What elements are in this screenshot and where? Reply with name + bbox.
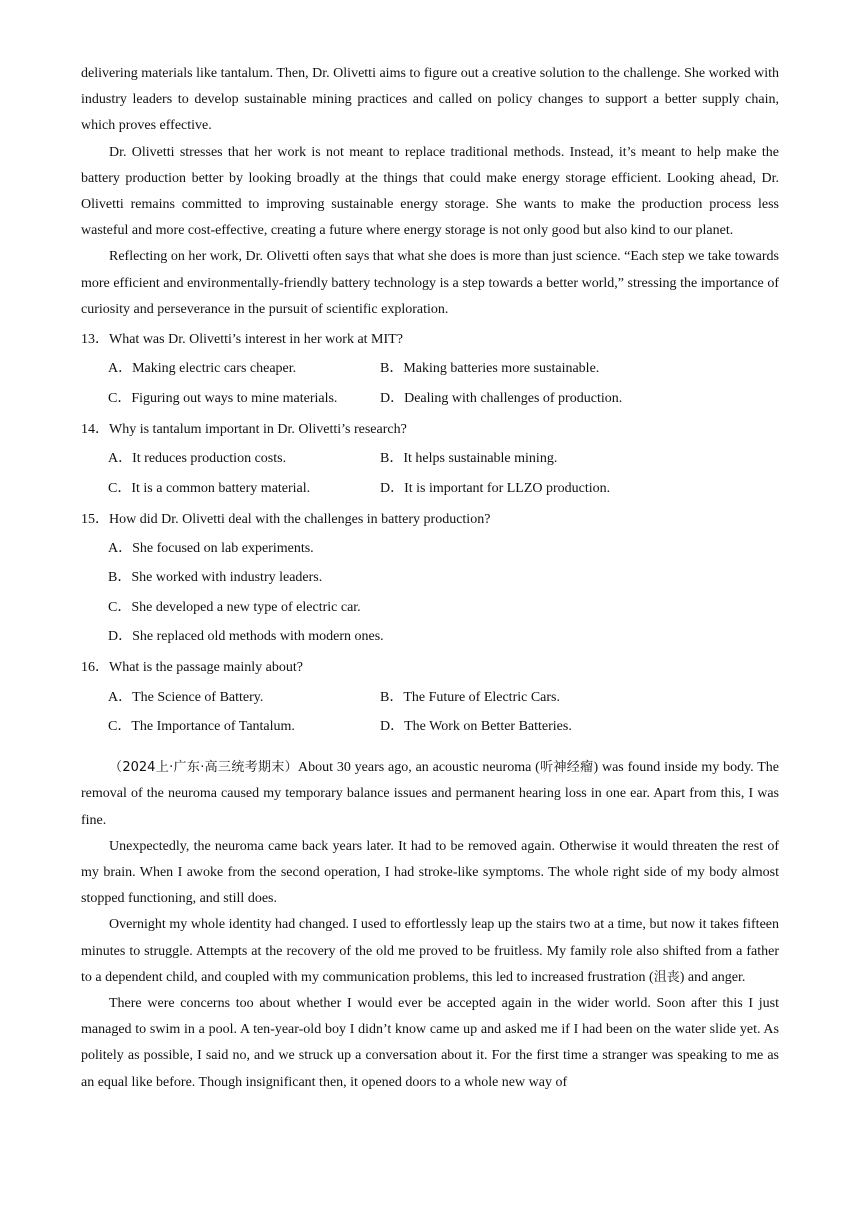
option-b: B．She worked with industry leaders.	[108, 570, 323, 586]
option-d: D．It is important for LLZO production.	[380, 480, 611, 496]
section-gap	[81, 741, 779, 755]
option-c: C．It is a common battery material.	[108, 480, 311, 496]
question-stem: 13．What was Dr. Olivetti’s interest in her work at MIT?	[81, 332, 403, 348]
options	[81, 683, 779, 742]
chinese-gloss: 听神经瘤	[539, 760, 594, 776]
passage1-paragraph-1: delivering materials like tantalum. Then, Dr. Olivetti aims to figure out a creative solution to the challenge. She worked with industry leaders to develop sustainable mining practices and called on policy changes to support a better supply chain, which proves effective.	[81, 66, 779, 134]
options	[81, 444, 779, 503]
option-d: D．Dealing with challenges of production.	[380, 390, 623, 406]
option-b: B．Making batteries more sustainable.	[380, 361, 600, 377]
option-b: B．It helps sustainable mining.	[380, 451, 558, 467]
passage2-paragraph-3	[81, 912, 779, 991]
options	[81, 354, 779, 413]
text-run: ) and anger.	[679, 969, 746, 985]
option-c: C．She developed a new type of electric car.	[108, 599, 361, 615]
option-a: A．The Science of Battery.	[108, 689, 264, 705]
text-run: About 30 years ago, an acoustic neuroma (	[298, 760, 540, 776]
option-b: B．The Future of Electric Cars.	[380, 689, 561, 705]
question-stem: 15．How did Dr. Olivetti deal with the challenges in battery production?	[81, 511, 491, 527]
option-d: D．She replaced old methods with modern ones.	[108, 629, 384, 644]
text-run: ) was found inside my body. The removal of the neuroma caused my temporary balance issues and permanent hearing loss in one ear. Apart from this, I was fine.	[81, 760, 780, 828]
option-a: A．She focused on lab experiments.	[108, 541, 314, 557]
passage2-paragraph-1	[81, 755, 779, 834]
question-stem: 16．What is the passage mainly about?	[81, 660, 303, 676]
options	[81, 534, 779, 651]
option-c: C．The Importance of Tantalum.	[108, 718, 295, 734]
option-a: A．It reduces production costs.	[108, 451, 287, 467]
source-tag: （2024上·广东·高三统考期末）	[109, 760, 298, 776]
chinese-gloss: 沮丧	[653, 969, 680, 985]
question-14	[81, 415, 779, 503]
page-content	[81, 61, 779, 1096]
option-a: A．Making electric cars cheaper.	[108, 361, 297, 377]
question-stem: 14．Why is tantalum important in Dr. Olivetti’s research?	[81, 421, 407, 437]
question-16	[81, 653, 779, 741]
text-run: Overnight my whole identity had changed. I used to effortlessly leap up the stairs two at a time, but now it takes fifteen minutes to struggle. Attempts at the recovery of the old me proved to be fruitless. My family role also shifted from a father to a dependent child, and coupled with my communication problems, this led to increased frustration (	[81, 917, 779, 985]
passage1-paragraph-2: Dr. Olivetti stresses that her work is not meant to replace traditional methods. Instead, it’s meant to help make the battery production better by looking broadly at the things that could make energy storage efficient. Looking ahead, Dr. Olivetti remains committed to improving sustainable energy storage. She wants to make the production process less wasteful and more cost-effective, creating a future where energy storage is not only good but also kind to our planet.	[81, 144, 779, 239]
question-13	[81, 325, 779, 413]
passage2-paragraph-2: Unexpectedly, the neuroma came back years later. It had to be removed again. Otherwise it would threaten the rest of my brain. When I awoke from the second operation, I had stroke-like symptoms. The whole right side of my body almost stopped functioning, and still does.	[81, 838, 779, 907]
passage1-paragraph-3: Reflecting on her work, Dr. Olivetti often says that what she does is more than just science. “Each step we take towards more efficient and environmentally-friendly battery technology is a step towards a better world,” stressing the importance of curiosity and perseverance in the pursuit of scientific exploration.	[81, 249, 779, 317]
option-d: D．The Work on Better Batteries.	[380, 718, 572, 734]
option-c: C．Figuring out ways to mine materials.	[108, 390, 338, 406]
passage2-paragraph-4: There were concerns too about whether I would ever be accepted again in the wider world. Soon after this I just managed to swim in a pool. A ten-year-old boy I didn’t know came up and asked me if I had been on the water slide yet. As politely as possible, I said no, and we struck up a conversation about it. For the first time a stranger was speaking to me as an equal like before. Though insignificant then, it opened doors to a whole new way of	[81, 996, 779, 1090]
question-15	[81, 505, 779, 651]
